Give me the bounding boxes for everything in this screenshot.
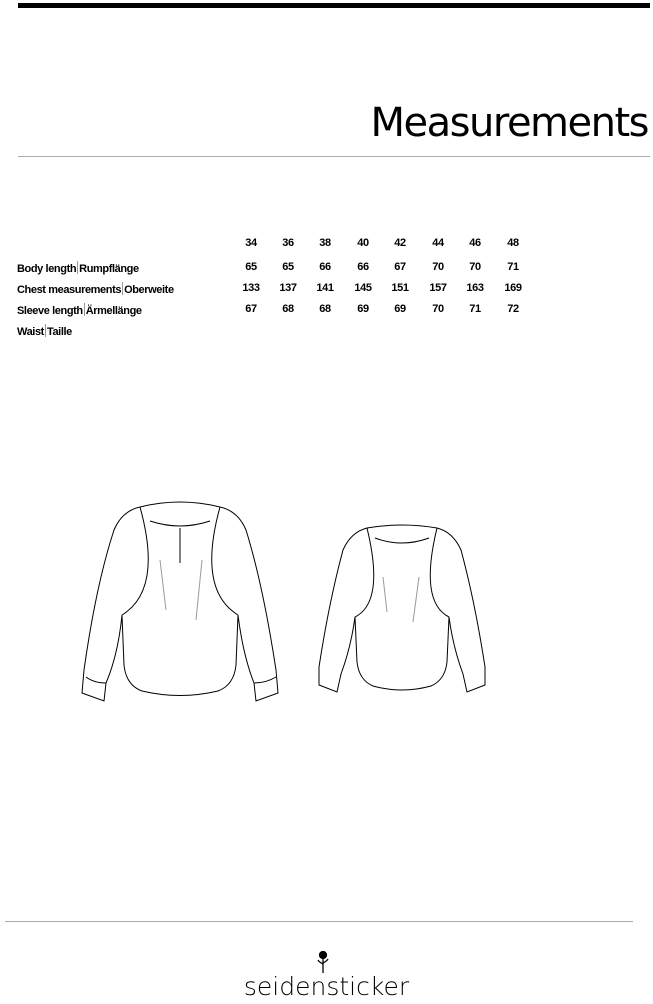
brand-logo: seidensticker [243, 972, 410, 1001]
footer-divider [5, 921, 633, 922]
table-cell: 145 [354, 282, 372, 294]
row-label [17, 282, 174, 296]
label-english: Body length [17, 263, 77, 275]
label-english: Sleeve length [17, 305, 83, 317]
blouse-back-illustration [313, 522, 491, 697]
table-cell: 70 [432, 303, 444, 315]
row-label [17, 324, 72, 338]
table-cell: 70 [432, 261, 444, 273]
page-title: Measurements [370, 100, 648, 146]
divider [18, 156, 650, 157]
table-cell: 157 [429, 282, 447, 294]
label-separator [77, 261, 78, 274]
table-cell: 72 [507, 303, 519, 315]
table-row [17, 324, 537, 338]
table-cell: 67 [245, 303, 257, 315]
table-row [17, 282, 537, 296]
table-cell: 66 [319, 261, 331, 273]
table-cell: 46 [469, 237, 481, 249]
top-rule [18, 3, 650, 8]
table-row [17, 303, 537, 317]
table-cell: 67 [394, 261, 406, 273]
table-cell: 68 [282, 303, 294, 315]
label-german: Oberweite [124, 284, 174, 296]
table-cell: 48 [507, 237, 519, 249]
label-separator [45, 324, 46, 337]
table-cell: 70 [469, 261, 481, 273]
table-cell: 69 [394, 303, 406, 315]
table-cell: 44 [432, 237, 444, 249]
table-cell: 66 [357, 261, 369, 273]
row-label [17, 261, 139, 275]
table-cell: 71 [469, 303, 481, 315]
table-cell: 137 [279, 282, 297, 294]
label-german: Ärmellänge [85, 305, 142, 317]
row-label [17, 303, 142, 317]
table-cell: 151 [391, 282, 409, 294]
table-cell: 65 [282, 261, 294, 273]
table-cell: 69 [357, 303, 369, 315]
table-cell: 36 [282, 237, 294, 249]
label-german: Taille [46, 326, 72, 338]
table-cell: 34 [245, 237, 257, 249]
table-cell: 133 [242, 282, 260, 294]
table-row [17, 261, 537, 275]
label-german: Rumpflänge [79, 263, 139, 275]
table-header-row [17, 237, 537, 251]
rose-logo-icon [315, 950, 331, 974]
table-cell: 40 [357, 237, 369, 249]
table-cell: 65 [245, 261, 257, 273]
table-cell: 169 [504, 282, 522, 294]
table-cell: 141 [316, 282, 334, 294]
table-cell: 38 [319, 237, 331, 249]
label-english: Waist [17, 326, 44, 338]
table-cell: 68 [319, 303, 331, 315]
blouse-front-illustration [78, 495, 283, 710]
label-english: Chest measurements [17, 284, 122, 296]
table-cell: 163 [466, 282, 484, 294]
label-separator [84, 303, 85, 316]
table-cell: 71 [507, 261, 519, 273]
label-separator [122, 282, 123, 295]
table-cell: 42 [394, 237, 406, 249]
